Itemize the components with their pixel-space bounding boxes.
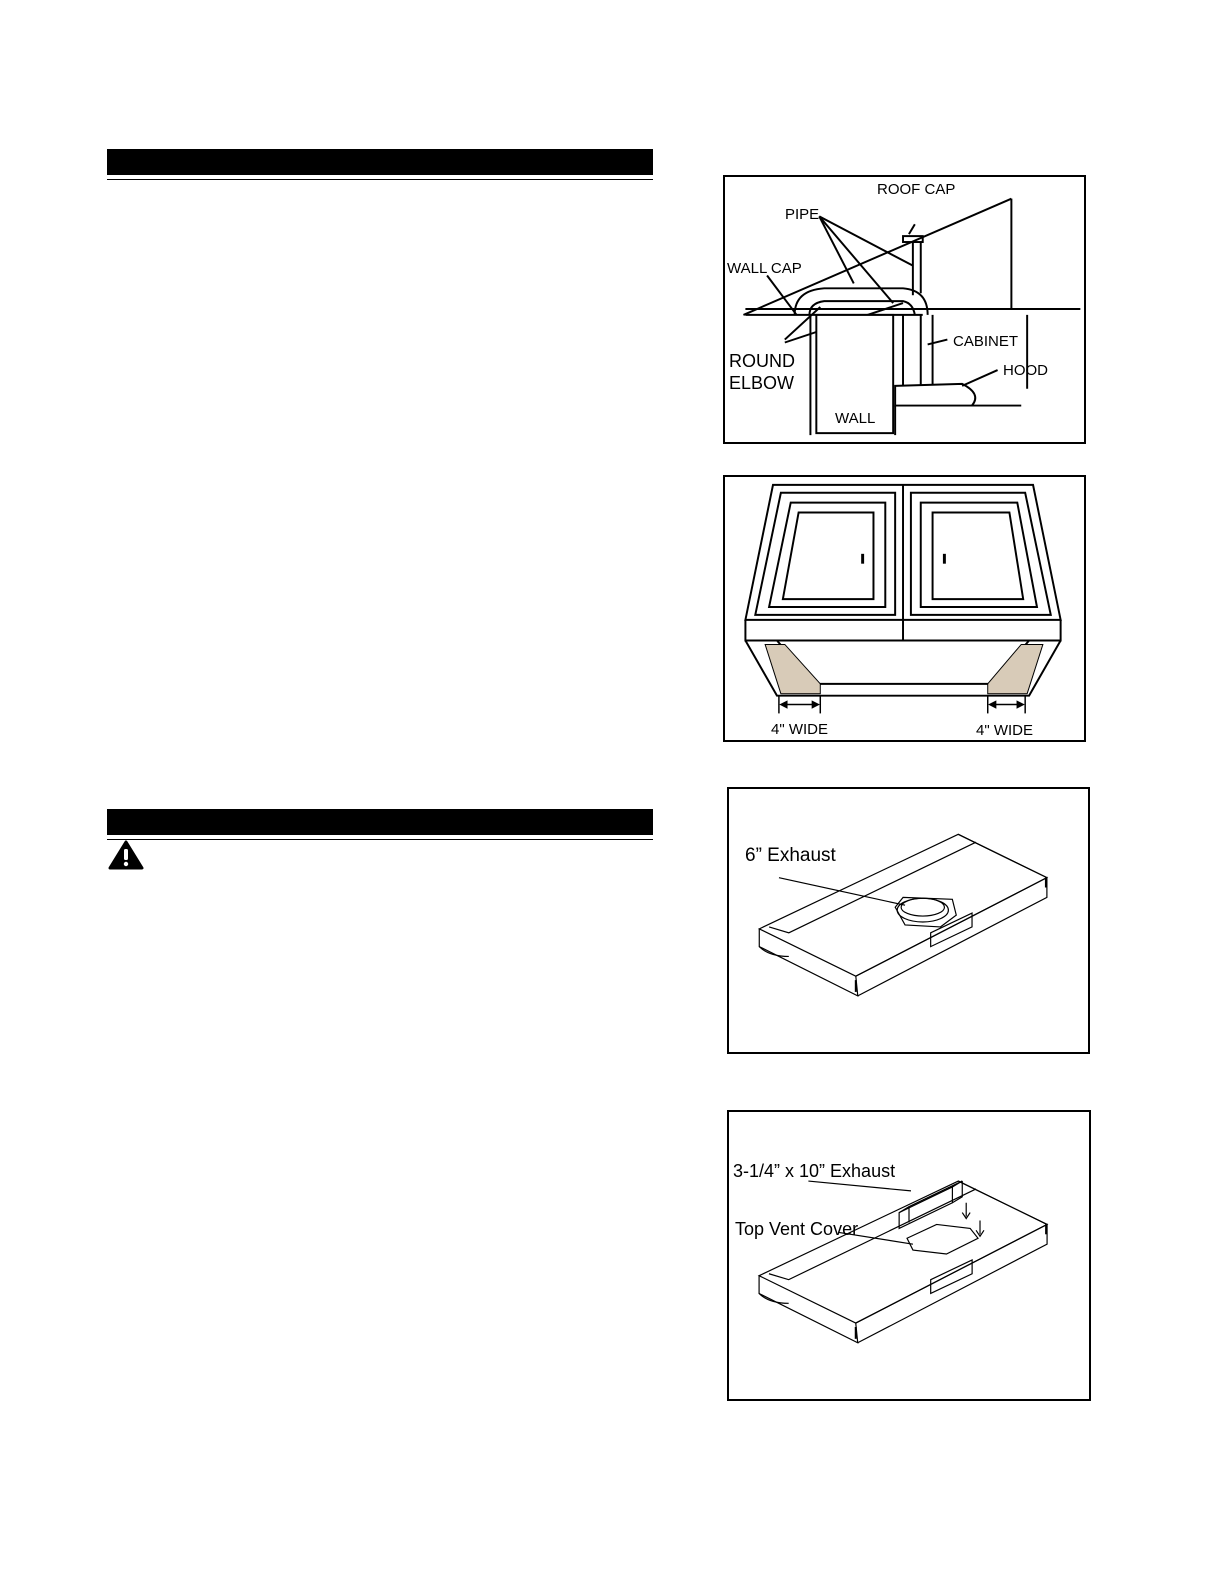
wall-cap-label: WALL CAP xyxy=(727,260,802,277)
wall-label: WALL xyxy=(835,410,876,427)
rectangular-exhaust-drawing xyxy=(729,1112,1089,1399)
left-width-label: 4" WIDE xyxy=(771,721,828,738)
hood-label: HOOD xyxy=(1003,362,1048,379)
rectangular-exhaust-label: 3-1/4” x 10” Exhaust xyxy=(733,1161,896,1181)
top-vent-cover-label: Top Vent Cover xyxy=(735,1219,859,1239)
round-label: ROUND xyxy=(729,351,795,371)
roof-cap-label: ROOF CAP xyxy=(877,181,956,198)
elbow-label: ELBOW xyxy=(729,373,795,393)
ducting-diagram-drawing xyxy=(725,177,1084,442)
cabinet-diagram-drawing xyxy=(725,477,1084,740)
round-exhaust-figure xyxy=(727,787,1090,1054)
section-header-bar-1 xyxy=(107,149,653,175)
pipe-label: PIPE xyxy=(785,206,820,223)
round-exhaust-drawing xyxy=(729,789,1088,1052)
warning-icon xyxy=(108,840,144,870)
cabinet-diagram-figure xyxy=(723,475,1086,742)
ducting-diagram-figure xyxy=(723,175,1086,444)
section-header-bar-2 xyxy=(107,809,653,835)
rectangular-exhaust-figure xyxy=(727,1110,1091,1401)
round-exhaust-label: 6” Exhaust xyxy=(745,845,836,866)
cabinet-label: CABINET xyxy=(953,333,1019,350)
right-width-label: 4" WIDE xyxy=(976,722,1033,739)
